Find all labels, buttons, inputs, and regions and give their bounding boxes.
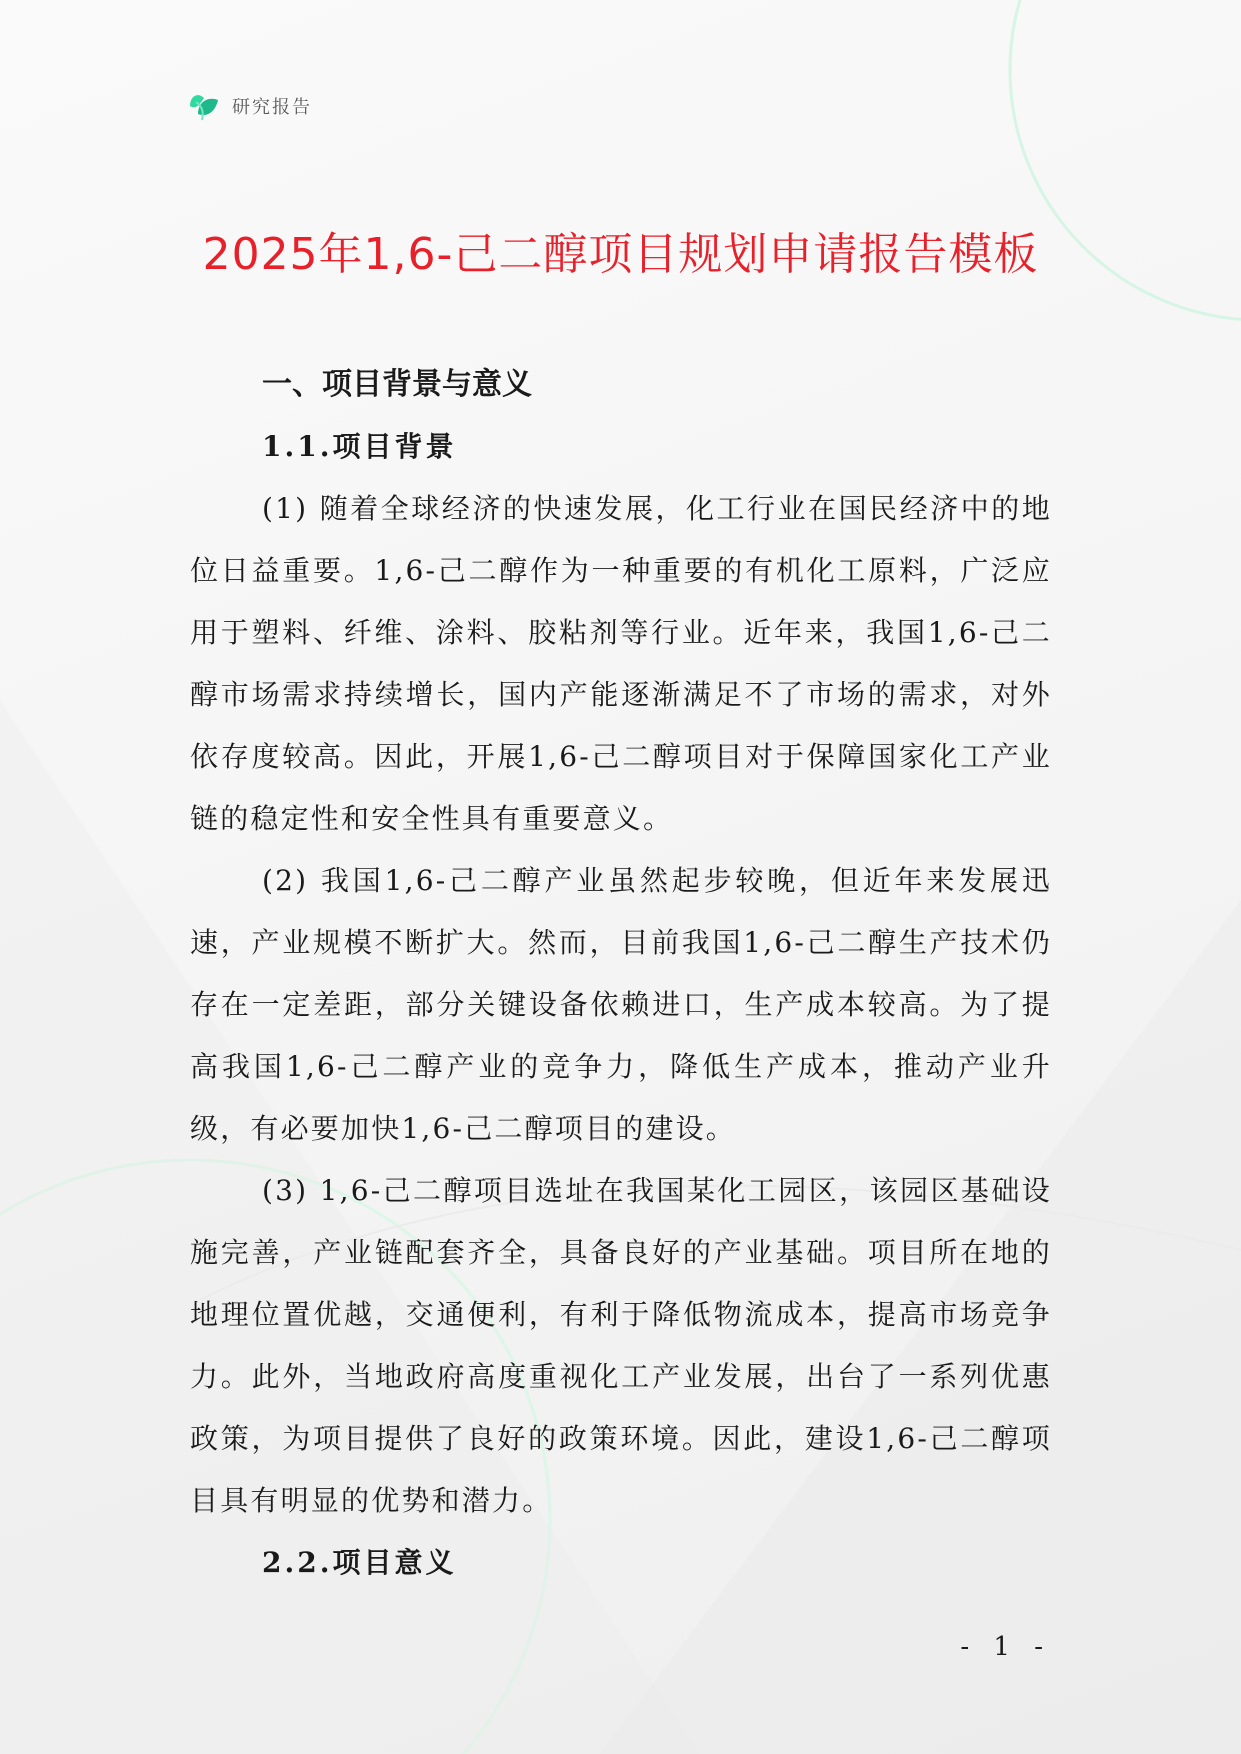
document-body — [190, 354, 1052, 1594]
page-number: - 1 - — [960, 1632, 1051, 1662]
subsection-heading-significance: 2.2.项目意义 — [262, 1546, 457, 1579]
header-label: 研究报告 — [232, 97, 312, 118]
paragraph-1: (1) 随着全球经济的快速发展，化工行业在国民经济中的地位日益重要。1,6-己二醇作为一种重要的有机化工原料，广泛应用于塑料、纤维、涂料、胶粘剂等行业。近年来，我国1,6-己二醇市场需求持续增长，国内产能逐渐满足不了市场的需求，对外依存度较高。因此，开展1,6-己二醇项目对于保障国家化工产业链的稳定性和安全性具有重要意义。 — [190, 492, 1052, 835]
report-header — [186, 88, 312, 124]
document-title: 2025年1,6-己二醇项目规划申请报告模板 — [202, 229, 1039, 280]
subsection-heading-background: 1.1.项目背景 — [262, 430, 457, 463]
paragraph-3: (3) 1,6-己二醇项目选址在我国某化工园区，该园区基础设施完善，产业链配套齐全，具备良好的产业基础。项目所在地的地理位置优越，交通便利，有利于降低物流成本，提高市场竞争力。此外，当地政府高度重视化工产业发展，出台了一系列优惠政策，为项目提供了良好的政策环境。因此，建设1,6-己二醇项目具有明显的优势和潜力。 — [190, 1174, 1052, 1517]
section-heading: 一、项目背景与意义 — [262, 367, 532, 402]
paragraph-2: (2) 我国1,6-己二醇产业虽然起步较晚，但近年来发展迅速，产业规模不断扩大。然而，目前我国1,6-己二醇生产技术仍存在一定差距，部分关键设备依赖进口，生产成本较高。为了提高我国1,6-己二醇产业的竞争力，降低生产成本，推动产业升级，有必要加快1,6-己二醇项目的建设。 — [190, 864, 1052, 1145]
leaf-logo-icon — [186, 88, 222, 124]
